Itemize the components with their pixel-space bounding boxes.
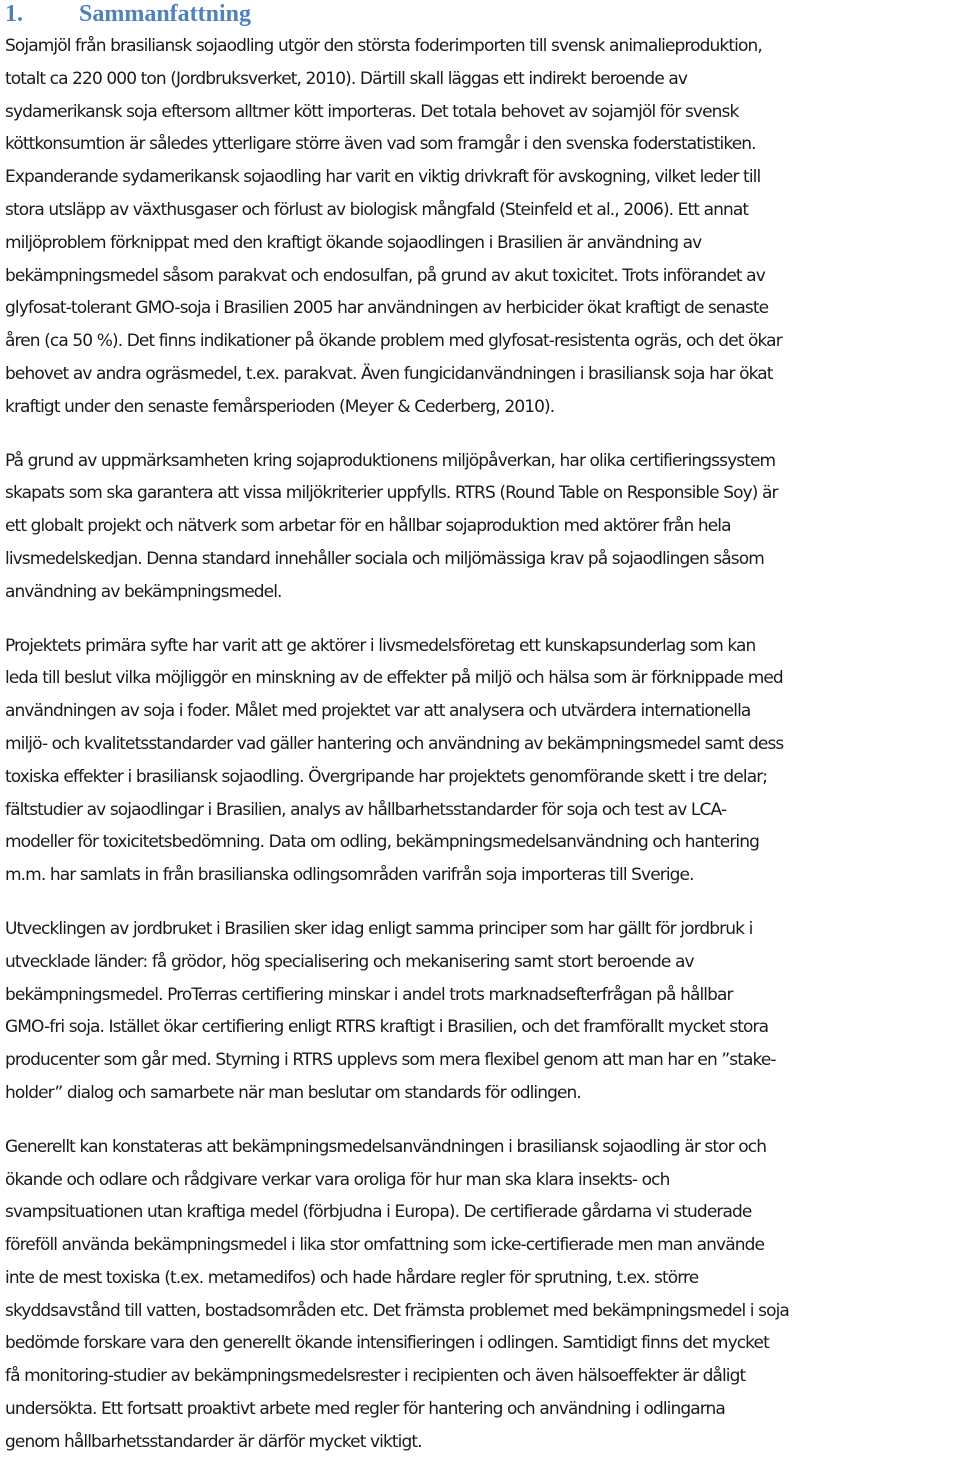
text-line: Expanderande sydamerikansk sojaodling har varit en viktig drivkraft för avskogning, vilket leder till [5, 167, 761, 188]
text-line: holder” dialog och samarbete när man beslutar om standards för odlingen. [5, 1082, 581, 1103]
section-number: 1. [5, 1, 23, 27]
text-line: leda till beslut vilka möjliggör en minskning av de effekter på miljö och hälsa som är förknippade med [5, 668, 783, 689]
text-line: På grund av uppmärksamheten kring sojaproduktionens miljöpåverkan, har olika certifieringssystem [5, 450, 776, 471]
text-line: bekämpningsmedel såsom parakvat och endosulfan, på grund av akut toxicitet. Trots införandet av [5, 265, 765, 286]
paragraph [5, 30, 957, 424]
text-line: miljö- och kvalitetsstandarder vad gäller hantering och användning av bekämpningsmedel samt dess [5, 733, 784, 754]
paragraph [5, 1131, 957, 1459]
text-line: bedömde forskare vara den generellt ökande intensifieringen i odlingen. Samtidigt finns det mycket [5, 1333, 769, 1354]
paragraph [5, 630, 957, 892]
text-line: producenter som går med. Styrning i RTRS upplevs som mera flexibel genom att man har en ”stake- [5, 1050, 776, 1071]
text-line: behovet av andra ogräsmedel, t.ex. parakvat. Även fungicidanvändningen i brasiliansk soja har ökat [5, 363, 773, 384]
text-line: användningen av soja i foder. Målet med projektet var att analysera och utvärdera internationella [5, 701, 751, 722]
text-line: åren (ca 50 %). Det finns indikationer på ökande problem med glyfosat-resistenta ogräs, och det ökar [5, 331, 782, 352]
text-line: skyddsavstånd till vatten, bostadsområden etc. Det främsta problemet med bekämpningsmedel i soja [5, 1300, 789, 1321]
document-page [5, 0, 957, 1480]
section-title: Sammanfattning [79, 1, 252, 27]
paragraph [5, 913, 957, 1110]
text-line: Generellt kan konstateras att bekämpningsmedelsanvändningen i brasiliansk sojaodling är stor och [5, 1136, 767, 1157]
text-line: Projektets primära syfte har varit att ge aktörer i livsmedelsföretag ett kunskapsunderlag som kan [5, 635, 756, 656]
text-line: m.m. har samlats in från brasilianska odlingsområden varifrån soja importeras till Sverige. [5, 865, 694, 886]
text-line: köttkonsumtion är således ytterligare större även vad som framgår i den svenska foderstatistiken. [5, 134, 756, 155]
text-line: få monitoring-studier av bekämpningsmedelsrester i recipienten och även hälsoeffekter är dåligt [5, 1366, 746, 1387]
text-line: fältstudier av sojaodlingar i Brasilien, analys av hållbarhetsstandarder för soja och test av LCA- [5, 799, 727, 820]
text-line: toxiska effekter i brasiliansk sojaodling. Övergripande har projektets genomförande skett i tre delar; [5, 766, 768, 787]
text-line: skapats som ska garantera att vissa miljökriterier uppfylls. RTRS (Round Table on Responsible Soy) är [5, 483, 778, 504]
text-line: Utvecklingen av jordbruket i Brasilien sker idag enligt samma principer som har gällt för jordbruk i [5, 918, 753, 939]
text-line: inte de mest toxiska (t.ex. metamedifos) och hade hårdare regler för sprutning, t.ex. större [5, 1267, 699, 1288]
text-line: ett globalt projekt och nätverk som arbetar för en hållbar sojaproduktion med aktörer från hela [5, 516, 731, 537]
section-heading [5, 0, 957, 30]
text-line: sydamerikansk soja eftersom alltmer kött importeras. Det totala behovet av sojamjöl för svensk [5, 101, 739, 122]
text-line: användning av bekämpningsmedel. [5, 581, 282, 602]
paragraph [5, 445, 957, 609]
text-line: föreföll använda bekämpningsmedel i lika stor omfattning som icke-certifierade men man använde [5, 1235, 765, 1256]
text-line: miljöproblem förknippat med den kraftigt ökande sojaodlingen i Brasilien är användning av [5, 232, 702, 253]
text-line: svampsituationen utan kraftiga medel (förbjudna i Europa). De certifierade gårdarna vi studerade [5, 1202, 752, 1223]
text-line: stora utsläpp av växthusgaser och förlust av biologisk mångfald (Steinfeld et al., 2006). Ett annat [5, 199, 749, 220]
text-line: undersökta. Ett fortsatt proaktivt arbete med regler för hantering och användning i odlingarna [5, 1399, 725, 1420]
text-line: modeller för toxicitetsbedömning. Data om odling, bekämpningsmedelsanvändning och hantering [5, 832, 760, 853]
text-line: kraftigt under den senaste femårsperioden (Meyer & Cederberg, 2010). [5, 396, 555, 417]
text-line: glyfosat-tolerant GMO-soja i Brasilien 2005 har användningen av herbicider ökat kraftigt de senaste [5, 298, 769, 319]
text-line: GMO-fri soja. Istället ökar certifiering enligt RTRS kraftigt i Brasilien, och det framförallt mycket stora [5, 1017, 769, 1038]
text-line: totalt ca 220 000 ton (Jordbruksverket, 2010). Därtill skall läggas ett indirekt beroende av [5, 68, 688, 89]
text-line: ökande och odlare och rådgivare verkar vara oroliga för hur man ska klara insekts- och [5, 1169, 670, 1190]
text-line: bekämpningsmedel. ProTerras certifiering minskar i andel trots marknadsefterfrågan på hållbar [5, 984, 733, 1005]
text-line: Sojamjöl från brasiliansk sojaodling utgör den största foderimporten till svensk animalieproduktion, [5, 36, 762, 56]
text-line: livsmedelskedjan. Denna standard innehåller sociala och miljömässiga krav på sojaodlingen såsom [5, 548, 764, 569]
text-line: genom hållbarhetsstandarder är därför mycket viktigt. [5, 1431, 422, 1452]
text-line: utvecklade länder: få grödor, hög specialisering och mekanisering samt stort beroende av [5, 951, 694, 972]
body-text [5, 30, 957, 1459]
